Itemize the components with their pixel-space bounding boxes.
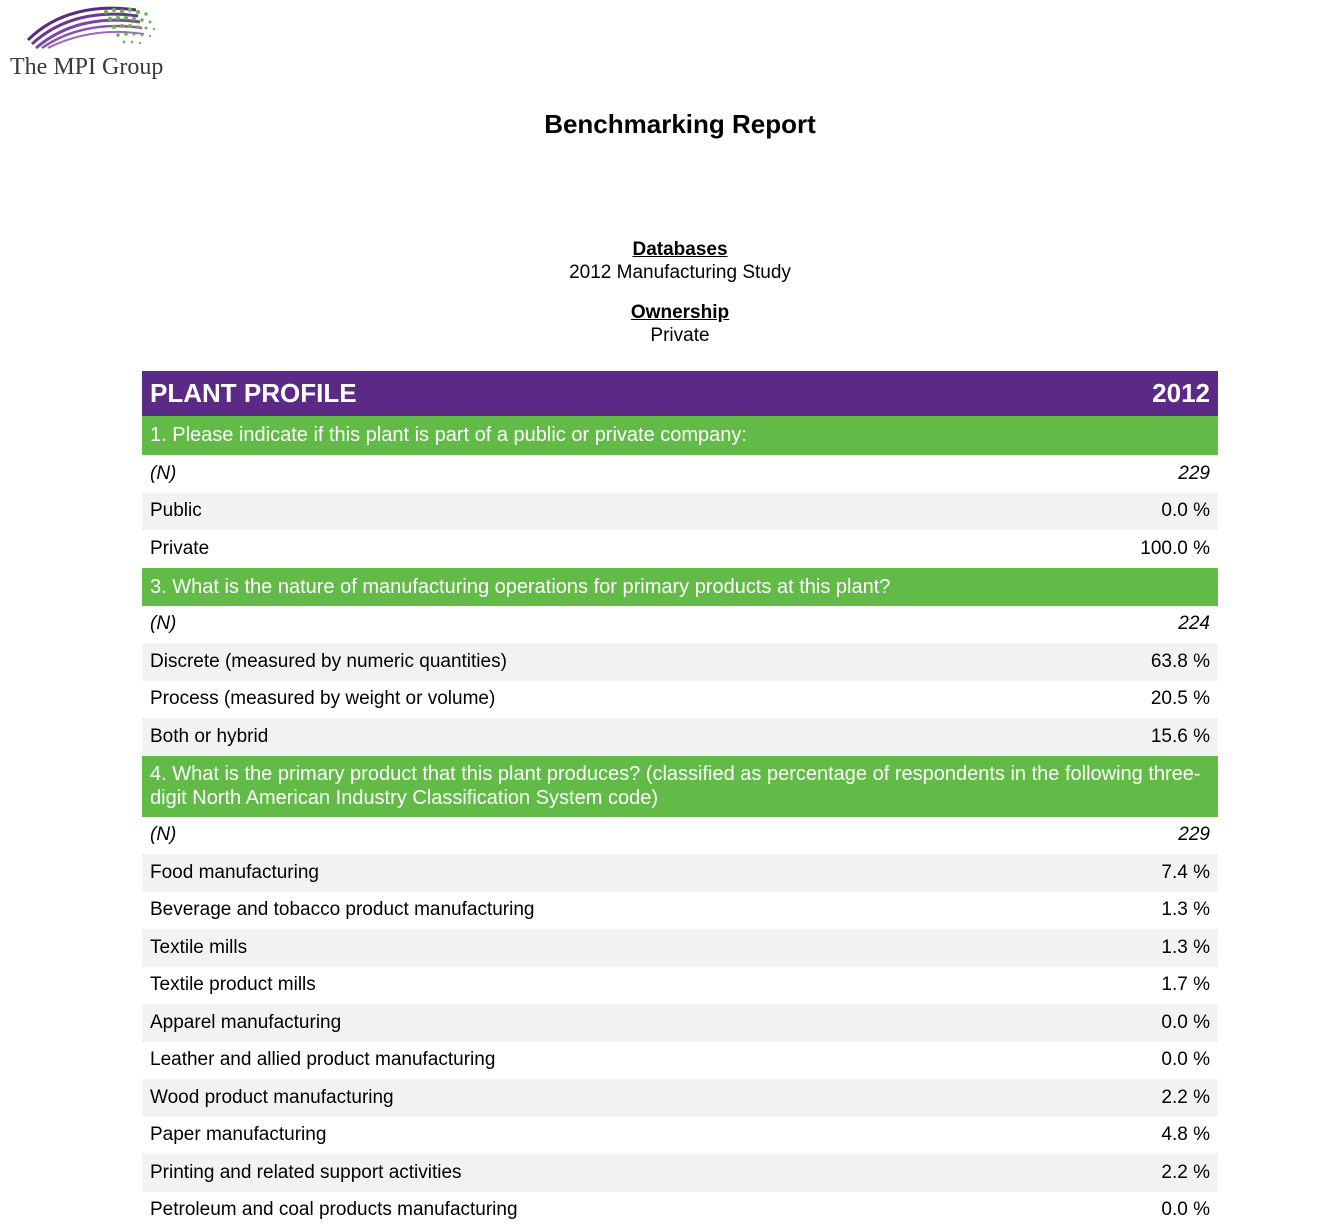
section-title: PLANT PROFILE [150, 378, 357, 409]
databases-value: 2012 Manufacturing Study [0, 261, 1326, 284]
table-row [142, 493, 1218, 531]
row-value: 1.3 % [1161, 899, 1210, 921]
row-label: Food manufacturing [150, 862, 319, 884]
row-label: Leather and allied product manufacturing [150, 1049, 495, 1071]
table-row [142, 817, 1218, 855]
row-value: 2.2 % [1161, 1087, 1210, 1109]
logo-swoosh-icon [26, 2, 166, 50]
row-value: 7.4 % [1161, 862, 1210, 884]
row-value: 0.0 % [1161, 500, 1210, 522]
table-row [142, 681, 1218, 719]
row-label: Beverage and tobacco product manufacturing [150, 899, 534, 921]
row-value: 224 [1178, 613, 1210, 635]
row-value: 15.6 % [1151, 726, 1210, 748]
ownership-filter [0, 301, 1326, 347]
row-label: Textile mills [150, 937, 247, 959]
table-row [142, 718, 1218, 756]
row-value: 229 [1178, 463, 1210, 485]
table-row [142, 1079, 1218, 1117]
ownership-heading: Ownership [0, 301, 1326, 324]
row-label: Discrete (measured by numeric quantities) [150, 651, 507, 673]
row-value: 0.0 % [1161, 1012, 1210, 1034]
row-value: 0.0 % [1161, 1049, 1210, 1071]
row-value: 63.8 % [1151, 651, 1210, 673]
table-row [142, 967, 1218, 1005]
table-row [142, 929, 1218, 967]
row-value: 1.7 % [1161, 974, 1210, 996]
question-1: 1. Please indicate if this plant is part of a public or private company: [142, 416, 1218, 455]
table-row [142, 854, 1218, 892]
row-label: Wood product manufacturing [150, 1087, 394, 1109]
row-value: 0.0 % [1161, 1199, 1210, 1221]
databases-filter [0, 238, 1326, 284]
logo-text: The MPI Group [10, 54, 163, 81]
ownership-value: Private [0, 324, 1326, 347]
row-label: Public [150, 500, 202, 522]
section-year: 2012 [1152, 378, 1210, 409]
row-label: Both or hybrid [150, 726, 268, 748]
row-label: Apparel manufacturing [150, 1012, 341, 1034]
table-row [142, 1154, 1218, 1192]
report-title: Benchmarking Report [0, 109, 1326, 140]
table-row [142, 1042, 1218, 1080]
row-label: Private [150, 538, 209, 560]
row-label: Petroleum and coal products manufacturing [150, 1199, 518, 1221]
row-value: 4.8 % [1161, 1124, 1210, 1146]
company-logo [8, 2, 178, 86]
table-row [142, 892, 1218, 930]
row-value: 229 [1178, 824, 1210, 846]
row-label: Paper manufacturing [150, 1124, 326, 1146]
row-value: 20.5 % [1151, 688, 1210, 710]
table-row [142, 1192, 1218, 1229]
databases-heading: Databases [0, 238, 1326, 261]
row-label: Printing and related support activities [150, 1162, 462, 1184]
row-value: 100.0 % [1140, 538, 1210, 560]
table-row [142, 1117, 1218, 1155]
row-label: Textile product mills [150, 974, 316, 996]
row-label: (N) [150, 613, 176, 635]
row-value: 2.2 % [1161, 1162, 1210, 1184]
table-row [142, 530, 1218, 568]
table-row [142, 643, 1218, 681]
plant-profile-table [142, 371, 1218, 1229]
table-row [142, 455, 1218, 493]
table-row [142, 606, 1218, 644]
question-3: 3. What is the nature of manufacturing operations for primary products at this plant? [142, 568, 1218, 606]
row-value: 1.3 % [1161, 937, 1210, 959]
section-header [142, 371, 1218, 416]
row-label: Process (measured by weight or volume) [150, 688, 495, 710]
question-4: 4. What is the primary product that this plant produces? (classified as percentage of respondents in the following three-digit North American Industry Classification System code) [142, 756, 1218, 817]
row-label: (N) [150, 824, 176, 846]
table-row [142, 1004, 1218, 1042]
row-label: (N) [150, 463, 176, 485]
